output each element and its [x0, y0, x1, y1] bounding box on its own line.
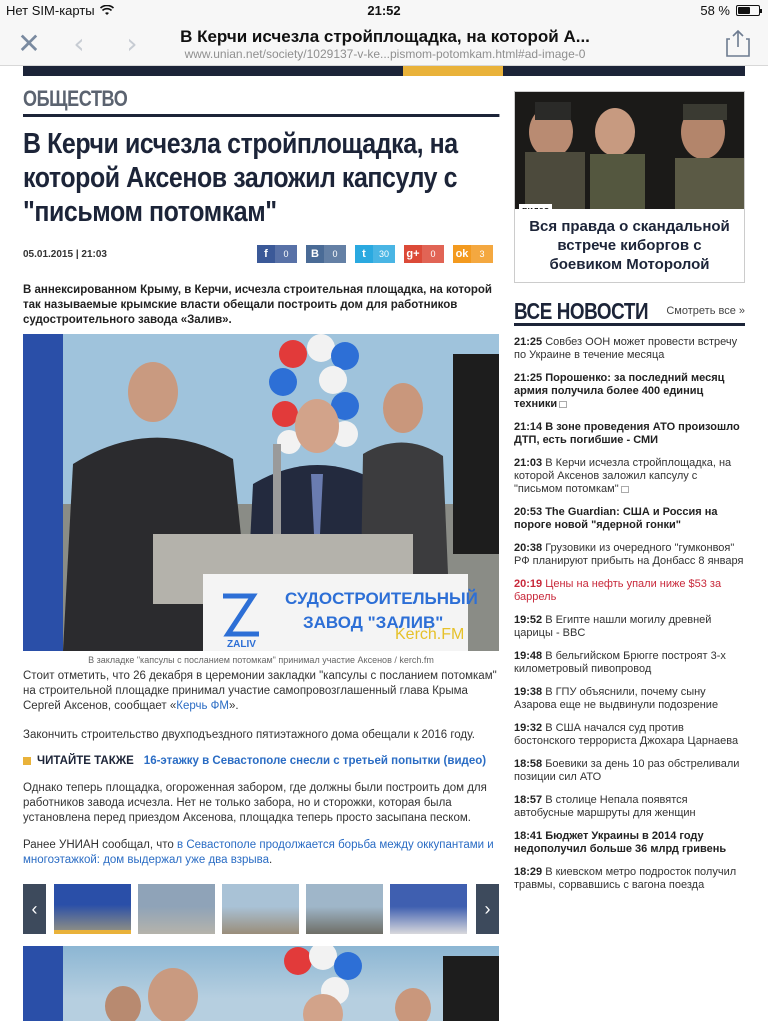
- news-time: 20:38: [514, 542, 543, 554]
- news-headline: В США начался суд против бостонского террориста Джохара Царнаева: [514, 722, 739, 747]
- see-all-link[interactable]: Смотреть все »: [666, 305, 745, 317]
- news-time: 21:03: [514, 457, 543, 469]
- news-time: 19:52: [514, 614, 543, 626]
- news-headline: Боевики за день 10 раз обстреливали позиции сил АТО: [514, 758, 740, 783]
- second-photo-illustration: [23, 946, 499, 1021]
- news-item[interactable]: [514, 758, 745, 784]
- close-icon[interactable]: ✕: [17, 26, 41, 60]
- carrier-label: Нет SIM-карты: [6, 3, 95, 18]
- share-count: 0: [324, 245, 346, 263]
- promo-photo: [515, 92, 744, 212]
- news-headline: В киевском метро подросток получил травмы, сорвавшись с вагона поезда: [514, 866, 737, 891]
- sidebar: [514, 91, 745, 902]
- header-accent: [403, 66, 503, 76]
- news-time: 18:29: [514, 866, 543, 878]
- news-headline: В Египте нашли могилу древней царицы - BBC: [514, 614, 712, 639]
- news-headline: В ГПУ объяснили, почему сыну Азарова еще не выдвинули подозрение: [514, 686, 719, 711]
- news-time: 20:19: [514, 578, 543, 590]
- paragraph-1: [23, 669, 499, 714]
- news-item[interactable]: [514, 372, 745, 411]
- news-item[interactable]: [514, 722, 745, 748]
- news-item[interactable]: [514, 830, 745, 856]
- share-count: 30: [373, 245, 395, 263]
- photo-sign-text-2: ЗАВОД "ЗАЛИВ": [303, 613, 444, 632]
- gallery-thumbnail[interactable]: [390, 884, 467, 934]
- paragraph-3: Однако теперь площадка, огороженная забором, где должны были построить дом для работников завода исчезла. Нет не только забора, но и сторожки, которая была установлена перед приездом Аксенова, площадка теперь просто засыпана песком.: [23, 782, 487, 824]
- read-also-label: ЧИТАЙТЕ ТАКЖЕ: [37, 755, 134, 767]
- gallery-prev-button[interactable]: ‹: [23, 884, 46, 934]
- battery-fill: [738, 7, 750, 14]
- news-headline: The Guardian: США и Россия на пороге новой "ядерной гонки": [514, 506, 718, 531]
- news-item[interactable]: [514, 457, 745, 496]
- news-item[interactable]: [514, 421, 745, 447]
- promo-text[interactable]: Вся правда о скандальной встрече киборгов с боевиком Моторолой: [515, 209, 744, 283]
- photo-gallery: [23, 884, 499, 934]
- news-item[interactable]: [514, 866, 745, 892]
- p1-text: Стоит отметить, что 26 декабря в церемонии закладки "капсулы с посланием потомкам" на строительной площадке принимал участие самопровозглашенный глава Крыма Сергей Аксенов, сообщает «: [23, 670, 497, 712]
- news-item[interactable]: [514, 578, 745, 604]
- site-header-strip: [23, 66, 745, 76]
- news-item[interactable]: [514, 542, 745, 568]
- news-title: ВСЕ НОВОСТИ: [514, 298, 649, 324]
- news-item[interactable]: [514, 506, 745, 532]
- forward-icon[interactable]: ›: [126, 26, 138, 60]
- kerch-fm-link[interactable]: Керчь ФМ: [176, 700, 230, 712]
- p4-tail: .: [269, 854, 273, 866]
- article: [23, 76, 499, 1021]
- googleplus-icon: g+: [404, 245, 422, 263]
- p1-tail: ».: [229, 700, 239, 712]
- news-time: 19:48: [514, 650, 543, 662]
- page-title: В Керчи исчезла стройплощадка, на которой А...: [180, 27, 590, 46]
- browser-toolbar: [0, 20, 768, 66]
- news-headline: В Керчи исчезла стройплощадка, на которой Аксенов заложил капсулу с "письмом потомкам": [514, 457, 732, 495]
- odnoklassniki-icon: ok: [453, 245, 471, 263]
- twitter-icon: t: [355, 245, 373, 263]
- news-item[interactable]: [514, 794, 745, 820]
- news-time: 18:58: [514, 758, 543, 770]
- news-headline: Цены на нефть упали ниже $53 за баррель: [514, 578, 722, 603]
- read-also-link[interactable]: 16-этажку в Севастополе снесли с третьей попытки (видео): [143, 755, 487, 767]
- headline: В Керчи исчезла стройплощадка, на которой Аксенов заложил капсулу с "письмом потомкам": [23, 128, 458, 228]
- share-count: 0: [422, 245, 444, 263]
- news-headline: В зоне проведения АТО произошло ДТП, есть погибшие - СМИ: [514, 421, 740, 446]
- article-photo[interactable]: [23, 334, 499, 651]
- publish-date: 05.01.2015 | 21:03: [23, 249, 107, 260]
- news-time: 20:53: [514, 506, 543, 518]
- news-item[interactable]: [514, 336, 745, 362]
- news-headline: В столице Непала появятся автобусные маршруты для женщин: [514, 794, 696, 819]
- news-time: 19:38: [514, 686, 543, 698]
- share-facebook-button[interactable]: [257, 245, 297, 263]
- news-time: 21:14: [514, 421, 543, 433]
- news-headline: В бельгийском Брюгге построят 3-х километровый пивопровод: [514, 650, 726, 675]
- paragraph-4: [23, 838, 499, 868]
- gallery-thumbnail[interactable]: [138, 884, 215, 934]
- news-time: 18:57: [514, 794, 543, 806]
- photo-caption: В закладке "капсулы с посланием потомкам" принимал участие Аксенов / kerch.fm: [88, 655, 434, 665]
- share-buttons: [257, 245, 493, 263]
- share-twitter-button[interactable]: [355, 245, 395, 263]
- video-icon: [559, 401, 567, 408]
- news-headline: Бюджет Украины в 2014 году недополучил больше 36 млрд гривень: [514, 830, 727, 855]
- url-bar[interactable]: www.unian.net/society/1029137-v-ke...pismom-potomkam.html#ad-image-0: [184, 47, 586, 61]
- gallery-thumbnail[interactable]: [306, 884, 383, 934]
- news-item[interactable]: [514, 650, 745, 676]
- photo-illustration: [23, 334, 499, 651]
- news-item[interactable]: [514, 614, 745, 640]
- gallery-next-button[interactable]: ›: [476, 884, 499, 934]
- read-also-marker-icon: [23, 757, 31, 765]
- video-promo[interactable]: [514, 91, 745, 283]
- article-meta: [23, 245, 499, 265]
- news-headline: Порошенко: за последний месяц армия получила более 400 единиц техники: [514, 372, 725, 410]
- photo-sign-text-1: СУДОСТРОИТЕЛЬНЫЙ: [285, 589, 478, 608]
- news-headline: Совбез ООН может провести встречу по Украине в течение месяца: [514, 336, 738, 361]
- status-bar: [0, 0, 768, 20]
- photo-sign-logo: ZALIV: [227, 639, 256, 650]
- back-icon[interactable]: ‹: [73, 26, 85, 60]
- share-googleplus-button[interactable]: [404, 245, 444, 263]
- news-time: 19:32: [514, 722, 543, 734]
- news-time: 21:25: [514, 336, 543, 348]
- clock: 21:52: [367, 3, 401, 18]
- share-icon[interactable]: [726, 29, 750, 57]
- read-also: [23, 755, 499, 767]
- second-photo[interactable]: [23, 946, 499, 1021]
- photo-watermark: Kerch.FM: [395, 626, 465, 643]
- sevastopol-link[interactable]: в Севастополе продолжается борьба между оккупантами и многоэтажкой: дом выдержал уже два взрыва: [23, 839, 494, 866]
- vkontakte-icon: B: [306, 245, 324, 263]
- share-odnoklassniki-button[interactable]: [453, 245, 493, 263]
- share-count: 3: [471, 245, 493, 263]
- share-count: 0: [275, 245, 297, 263]
- facebook-icon: f: [257, 245, 275, 263]
- battery-icon: [736, 5, 760, 16]
- news-header: [514, 298, 745, 326]
- status-right: [700, 3, 760, 18]
- paragraph-2: Закончить строительство двухподъездного пятиэтажного дома обещали к 2016 году.: [23, 729, 475, 741]
- lead-paragraph: В аннексированном Крыму, в Керчи, исчезла строительная площадка, на которой так называемые крымские власти обещали построить дом для работников судостроительного завода «Залив».: [23, 284, 492, 326]
- news-item[interactable]: [514, 686, 745, 712]
- news-time: 21:25: [514, 372, 543, 384]
- news-time: 18:41: [514, 830, 543, 842]
- news-headline: Грузовики из очередного "гумконвоя" РФ планируют прибыть на Донбасс 8 января: [514, 542, 744, 567]
- gallery-thumbnail[interactable]: [222, 884, 299, 934]
- share-vkontakte-button[interactable]: [306, 245, 346, 263]
- camera-icon: [621, 486, 629, 493]
- news-list: [514, 336, 745, 892]
- rubric-link[interactable]: ОБЩЕСТВО: [23, 86, 499, 117]
- p4-text: Ранее УНИАН сообщал, что: [23, 839, 178, 851]
- battery-percent: 58 %: [700, 3, 730, 18]
- gallery-thumbnail[interactable]: [54, 884, 131, 934]
